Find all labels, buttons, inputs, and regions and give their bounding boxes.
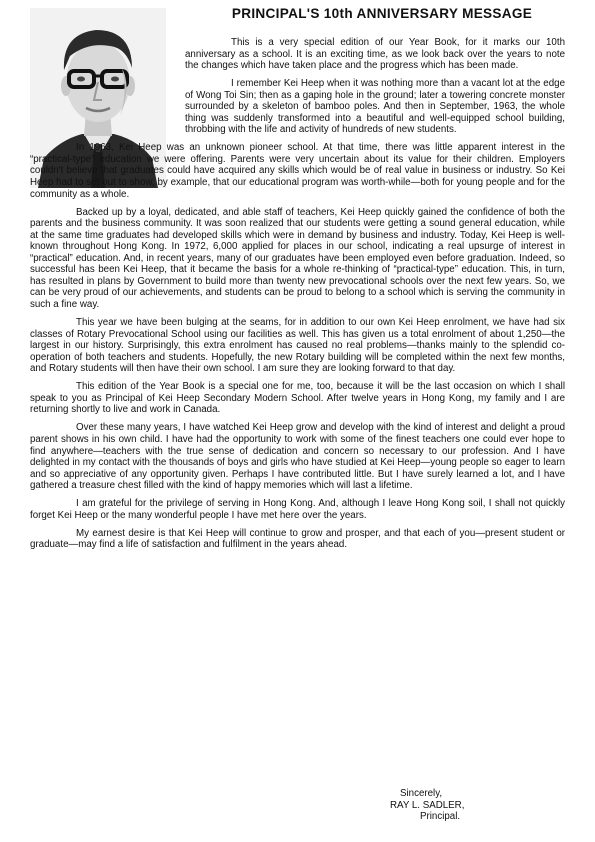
closing-text: Sincerely, xyxy=(400,788,443,799)
signature-block xyxy=(390,788,510,823)
message-body xyxy=(30,37,565,557)
paragraph-3: In 1963, Kei Heep was an unknown pioneer school. At that time, there was little apparent interest in the “practical-type” education we were offering. Parents were very uncertain about its value for their children. Employers couldn't believe that graduates could have acquired any skills which would be of real value in business or industry. So Kei Heep had to set out to show, by example, that our educational program was worth-while—both for young people and for the community as a whole. xyxy=(30,142,565,200)
page-title: PRINCIPAL'S 10th ANNIVERSARY MESSAGE xyxy=(231,6,533,21)
signatory-role: Principal. xyxy=(420,811,461,823)
paragraph-9: My earnest desire is that Kei Heep will continue to grow and prosper, and that each of you—present student or graduate—may find a life of satisfaction and fulfilment in the years ahead. xyxy=(30,527,565,551)
paragraph-7: Over these many years, I have watched Kei Heep grow and develop with the kind of interest and delight a proud parent shows in his own child. I have had the opportunity to work with some of the finest teachers one could ever hope to find anywhere—teachers with the true sense of dedication and concern so necessary to our profession. And I have delighted in my contact with the thousands of boys and girls who have studied at Kei Heep—young people so eager to learn and so appreciative of any opportunity given. Perhaps I have contributed little. But I have surely learned a lot, and I have gathered a treasure chest filled with the kind of happy memories which will last a lifetime. xyxy=(30,422,565,492)
paragraph-5: This year we have been bulging at the seams, for in addition to our own Kei Heep enrolment, we have had six classes of Rotary Prevocational School using our facilities as well. This has given us a total enrolment of about 1,250—the largest in our history. Surprisingly, this extra enrolment has caused no real problems—thanks mainly to the splendid co-operation of both teachers and students. Hopefully, the new Rotary building will be completed within the next few months, and Rotary students will then have their own school. I am sure they are looking forward to that day. xyxy=(30,317,565,375)
paragraph-8: I am grateful for the privilege of serving in Hong Kong. And, although I leave Hong Kong soil, I shall not quickly forget Kei Heep or the many wonderful people I have met here over the years. xyxy=(30,498,565,521)
paragraph-4: Backed up by a loyal, dedicated, and able staff of teachers, Kei Heep quickly gained the confidence of both the parents and the business community. It was soon realized that our students were getting a sound general education, while at the same time graduates had developed skills which were in demand by business and industry. Today, Kei Heep is well-known throughout Hong Kong. In 1972, 6,000 applied for places in our school, indicating a real upsurge of interest in “practical” education. And, in recent years, many of our graduates have been employed even before graduation. Indeed, so successful has been Kei Heep, that it became the basis for a whole re-thinking of “practical-type” education. This, in turn, has resulted in plans by Government to build more than twenty new prevocational schools over the next few years. So, we can be very proud of our achievements, and students can be proud to belong to a school which is serving the community in such a fine way. xyxy=(30,206,565,310)
paragraph-2: I remember Kei Heep when it was nothing more than a vacant lot at the edge of Wong Toi Sin; then as a gaping hole in the ground; later a towering concrete monster surrounded by a skeleton of bamboo poles. And then in September, 1963, the whole thing was suddenly transformed into a beautiful and well-equipped school building, throbbing with the life and activity of hundreds of new students. xyxy=(185,78,565,136)
paragraph-6: This edition of the Year Book is a special one for me, too, because it will be the last occasion on which I shall speak to you as Principal of Kei Heep Secondary Modern School. After twelve years in Hong Kong, my family and I are returning shortly to live and work in Canada. xyxy=(30,381,565,416)
signatory-name: RAY L. SADLER, xyxy=(390,799,465,811)
paragraph-1: This is a very special edition of our Year Book, for it marks our 10th anniversary as a school. It is an exciting time, as we look back over the years to note the changes which have taken place and the progress which has been made. xyxy=(185,37,565,72)
